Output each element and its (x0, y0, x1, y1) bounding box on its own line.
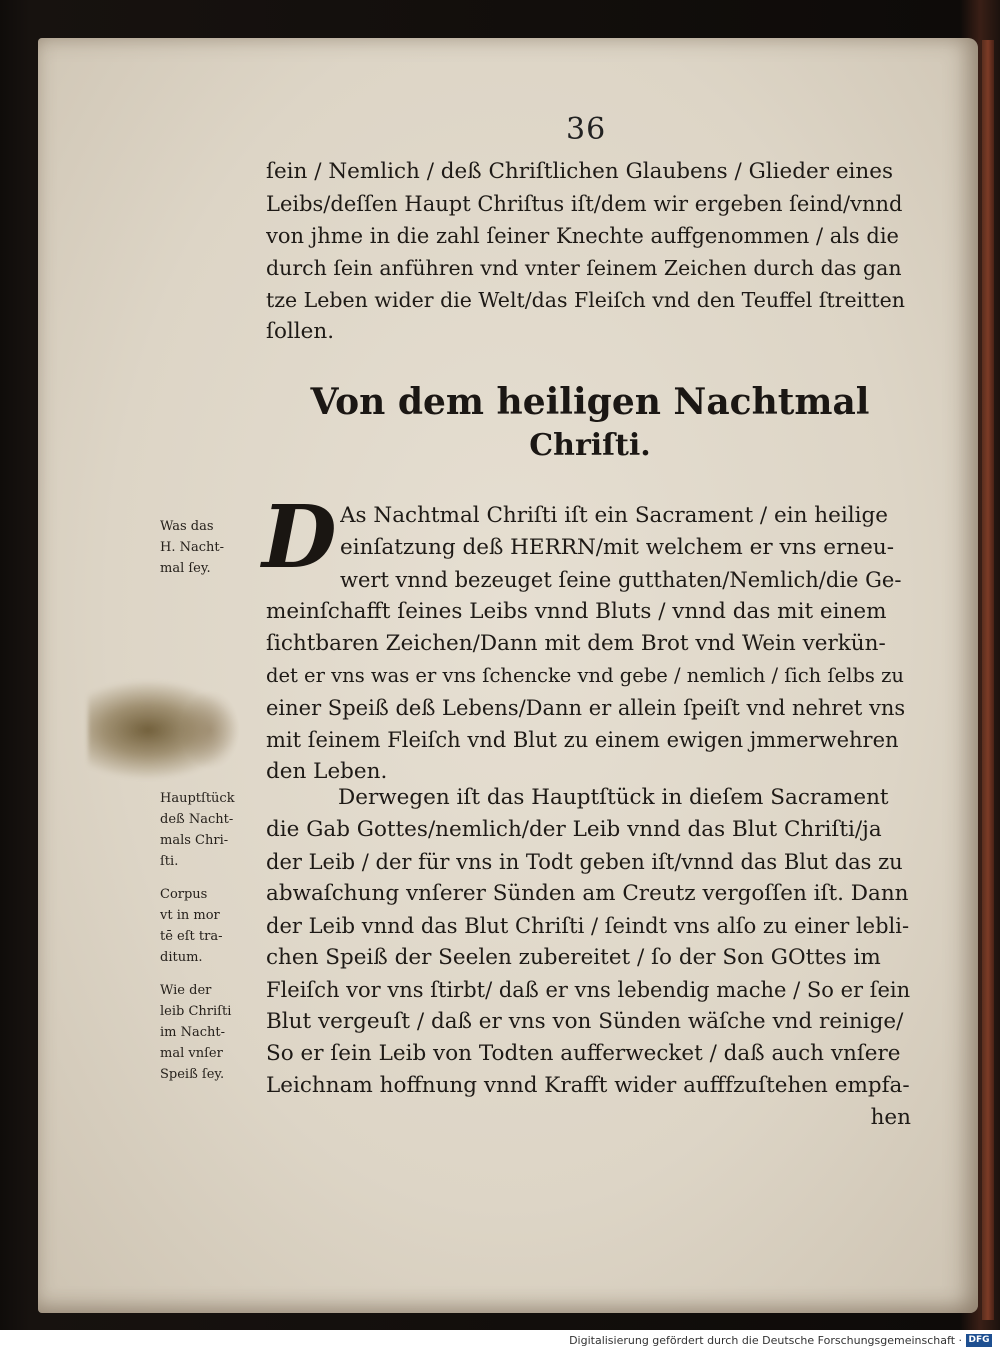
text-line: Leichnam hoffnung vnnd Krafft wider aufffzuſtehen empfa- (266, 1073, 910, 1098)
text-line: meinſchafft ſeines Leibs vnnd Bluts / vnnd das mit einem (266, 599, 887, 624)
text-line: det er vns was er vns ſchencke vnd gebe / nemlich / ſich ſelbs zu (266, 664, 904, 687)
footer-credit: Digitalisierung gefördert durch die Deutsche Forschungsgemeinschaft · (569, 1334, 962, 1347)
margin-note-line: Speiß ſey. (160, 1067, 225, 1082)
margin-note-line: mal vnſer (160, 1046, 223, 1061)
text-line: ſichtbaren Zeichen/Dann mit dem Brot vnd Wein verkün- (266, 631, 886, 656)
second-paragraph (266, 782, 911, 1134)
text-line: ſein / Nemlich / deß Chriſtlichen Glaubens / Glieder eines (266, 159, 894, 184)
margin-note-line: Wie der (160, 983, 212, 998)
margin-note-4 (160, 980, 262, 1085)
text-line: die Gab Gottes/nemlich/der Leib vnnd das Blut Chriſti/ja (266, 817, 882, 842)
text-line: abwaſchung vnſerer Sünden am Creutz vergoſſen iſt. Dann (266, 881, 909, 906)
margin-note-line: leib Chriſti (160, 1004, 232, 1019)
book-spine-edge (982, 40, 994, 1320)
text-line: Leibs/deſſen Haupt Chriſtus iſt/dem wir ergeben ſeind/vnnd (266, 192, 903, 216)
margin-note-line: tē eſt tra- (160, 929, 223, 944)
text-line: Fleiſch vor vns ſtirbt/ daß er vns lebendig mache / So er ſein (266, 978, 911, 1002)
text-line: der Leib / der für vns in Todt geben iſt/vnnd das Blut das zu (266, 850, 903, 874)
margin-note-1 (160, 516, 262, 579)
text-line: chen Speiß der Seelen zubereitet / ſo der Son GOttes im (266, 945, 881, 970)
margin-note-line: ſti. (160, 854, 179, 869)
text-line: As Nachtmal Chriſti iſt ein Sacrament / ein heilige (340, 503, 888, 528)
decorated-initial: D (262, 487, 337, 588)
text-line: einſatzung deß HERRN/mit welchem er vns erneu- (340, 535, 894, 560)
text-line: den Leben. (266, 759, 388, 784)
catchword: hen (870, 1105, 911, 1130)
text-line: von jhme in die zahl ſeiner Knechte auffgenommen / als die (266, 224, 899, 248)
page-number: 36 (566, 112, 607, 147)
margin-note-2 (160, 788, 262, 872)
text-line: durch ſein anführen vnd vnter ſeinem Zeichen durch das gan (266, 256, 902, 280)
heading-line-1: Von dem heiligen Nachtmal (310, 381, 870, 423)
text-line: einer Speiß deß Lebens/Dann er allein ſpeiſt vnd nehret vns (266, 696, 906, 720)
text-line: So er ſein Leib von Todten aufferwecket / daß auch vnſere (266, 1041, 901, 1066)
margin-note-line: Was das (160, 519, 214, 534)
margin-note-3 (160, 884, 262, 968)
margin-note-line: im Nacht- (160, 1025, 226, 1040)
margin-note-line: mals Chri- (160, 833, 229, 848)
top-paragraph (266, 156, 911, 348)
text-line: ſollen. (266, 319, 335, 344)
margin-note-line: Hauptſtück (160, 791, 235, 806)
digitization-footer (0, 1330, 1000, 1351)
text-line: Derwegen iſt das Hauptſtück in dieſem Sacrament (338, 785, 889, 810)
margin-note-line: deß Nacht- (160, 812, 234, 827)
section-heading (300, 378, 880, 466)
section-paragraph (266, 596, 911, 788)
text-line: der Leib vnnd das Blut Chriſti / ſeindt vns alſo zu einer lebli- (266, 914, 910, 938)
margin-note-line: Corpus (160, 887, 208, 902)
text-line: tze Leben wider die Welt/das Fleiſch vnd den Teuffel ſtreitten (266, 288, 905, 312)
text-line: mit ſeinem Fleiſch vnd Blut zu einem ewigen jmmerwehren (266, 728, 899, 752)
margin-note-line: H. Nacht- (160, 540, 224, 555)
margin-note-line: mal ſey. (160, 561, 211, 576)
text-line: wert vnnd bezeuget ſeine gutthaten/Nemlich/die Ge- (340, 568, 902, 592)
margin-note-line: ditum. (160, 950, 203, 965)
section-first-lines (340, 500, 911, 596)
page-stain-faint (180, 690, 240, 770)
dfg-logo: DFG (966, 1334, 992, 1347)
text-line: Blut vergeuſt / daß er vns von Sünden wäſche vnd reinige/ (266, 1009, 904, 1034)
margin-note-line: vt in mor (160, 908, 220, 923)
heading-line-2: Chriſti. (529, 428, 651, 463)
